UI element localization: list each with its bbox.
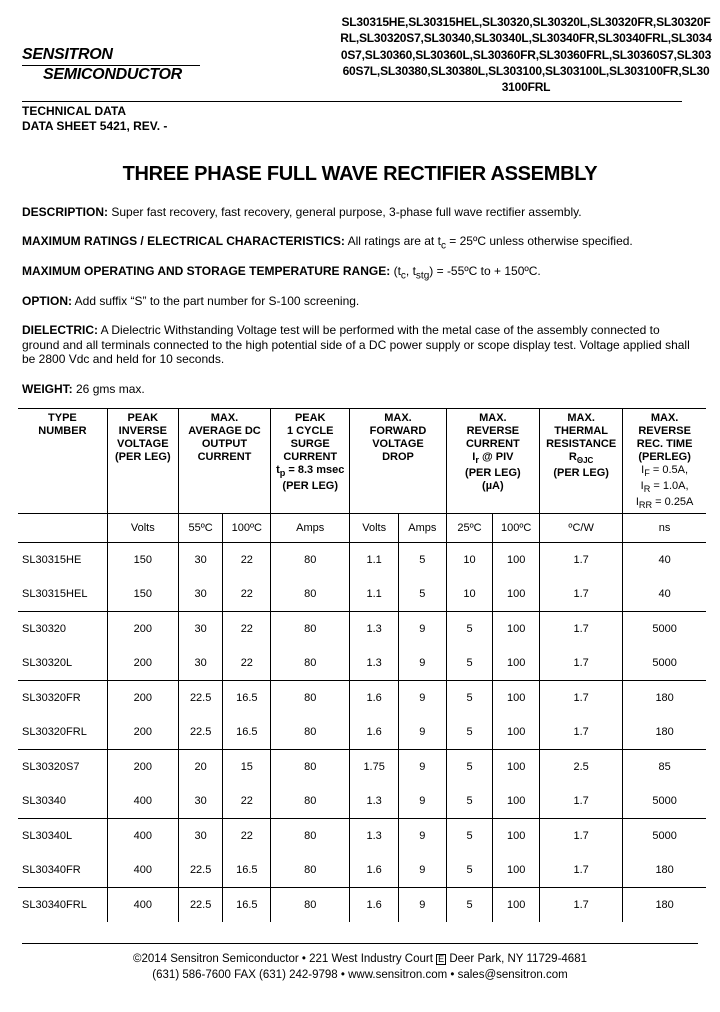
table-row	[18, 818, 706, 853]
value-cell: 400	[107, 887, 178, 922]
value-cell: 80	[271, 887, 350, 922]
value-cell: 80	[271, 853, 350, 888]
value-cell: 5000	[623, 784, 706, 819]
value-cell: 80	[271, 818, 350, 853]
value-cell: 180	[623, 715, 706, 750]
part-number-cell: SL30315HE	[22, 553, 82, 566]
value-cell: 5000	[623, 611, 706, 646]
value-cell: 85	[623, 749, 706, 784]
dielectric-paragraph: DIELECTRIC: A Dielectric Withstanding Voltage test will be performed with the metal case of the assembly connected to ground and all terminals connected to the high potential side of a DC power supply or scope display test. Voltage applied shall be 2800 Vdc and held for 10 seconds.	[22, 323, 690, 366]
table-row	[18, 749, 706, 784]
value-cell: 9	[399, 680, 447, 715]
footer-separator-glyph: E	[438, 954, 445, 964]
value-cell: 15	[223, 749, 271, 784]
value-cell: 5	[446, 715, 493, 750]
unit-cell: ns	[623, 513, 706, 542]
table-row	[18, 646, 706, 681]
value-cell: 10	[446, 542, 493, 577]
value-cell: 80	[271, 715, 350, 750]
header-average-dc-output-current: MAX. AVERAGE DC OUTPUT CURRENT	[178, 409, 270, 514]
temperature-range-label: MAXIMUM OPERATING AND STORAGE TEMPERATURE RANGE:	[22, 264, 391, 278]
value-cell: 30	[178, 646, 223, 681]
value-cell: 5	[446, 611, 493, 646]
company-name-line2: SEMICONDUCTOR	[43, 66, 182, 83]
value-cell: 400	[107, 784, 178, 819]
value-cell: 100	[493, 818, 540, 853]
value-cell: 40	[623, 577, 706, 612]
value-cell: 22	[223, 784, 271, 819]
value-cell: 16.5	[223, 680, 271, 715]
value-cell: 5	[399, 542, 447, 577]
value-cell: 1.7	[540, 646, 623, 681]
value-cell: 9	[399, 853, 447, 888]
unit-cell: Volts	[350, 513, 399, 542]
value-cell: 200	[107, 680, 178, 715]
dielectric-label: DIELECTRIC:	[22, 323, 98, 337]
unit-cell: Amps	[399, 513, 447, 542]
technical-data-label: TECHNICAL DATA	[22, 104, 126, 118]
value-cell: 5	[446, 784, 493, 819]
value-cell: 100	[493, 853, 540, 888]
technical-data-block	[22, 104, 167, 134]
value-cell: 80	[271, 784, 350, 819]
value-cell: 2.5	[540, 749, 623, 784]
value-cell: 100	[493, 749, 540, 784]
header-reverse-current: MAX. REVERSE CURRENT $I_r$ @ PIV (PER LEG) (µA)	[446, 409, 539, 514]
value-cell: 1.75	[350, 749, 399, 784]
table-row	[18, 611, 706, 646]
value-cell: 1.1	[350, 542, 399, 577]
table-row	[18, 577, 706, 612]
part-number-cell: SL30340L	[18, 818, 107, 853]
value-cell: 9	[399, 784, 447, 819]
value-cell: 5000	[623, 818, 706, 853]
part-number-cell: SL30340FRL	[18, 887, 107, 922]
unit-cell: 100ºC	[493, 513, 540, 542]
header-divider	[22, 101, 682, 102]
part-number-cell: SL30320L	[22, 656, 73, 669]
value-cell: 100	[493, 887, 540, 922]
value-cell: 22	[223, 646, 271, 681]
value-cell: 1.7	[540, 542, 623, 577]
value-cell: 1.7	[540, 784, 623, 819]
value-cell: 1.6	[350, 853, 399, 888]
value-cell: 180	[623, 680, 706, 715]
value-cell: 80	[271, 611, 350, 646]
value-cell: 16.5	[223, 853, 271, 888]
part-number-cell: SL30340	[22, 794, 67, 807]
value-cell: 100	[493, 715, 540, 750]
unit-cell: ºC/W	[540, 513, 623, 542]
header-thermal-resistance: MAX. THERMAL RESISTANCE $R_{\Theta JC}$ (PER LEG)	[540, 409, 623, 514]
part-number-cell: SL30320S7	[18, 749, 107, 784]
ratings-paragraph: MAXIMUM RATINGS / ELECTRICAL CHARACTERISTICS: All ratings are at $t_c$ = 25ºC unless otherwise specified.	[22, 234, 633, 252]
value-cell: 30	[178, 784, 223, 819]
value-cell: 1.7	[540, 680, 623, 715]
option-paragraph: OPTION: Add suffix “S” to the part number for S-100 screening.	[22, 294, 360, 308]
value-cell: 1.1	[350, 577, 399, 612]
value-cell: 100	[493, 542, 540, 577]
value-cell: 22	[223, 542, 271, 577]
value-cell: 200	[107, 715, 178, 750]
value-cell: 1.7	[540, 611, 623, 646]
table-body	[18, 542, 706, 922]
value-cell: 5	[399, 577, 447, 612]
value-cell: 1.7	[540, 887, 623, 922]
value-cell: 100	[493, 680, 540, 715]
footer-divider	[22, 943, 698, 944]
value-cell: 1.7	[540, 818, 623, 853]
part-number-cell: SL30320FRL	[22, 725, 87, 738]
table-row	[18, 887, 706, 922]
value-cell: 16.5	[223, 715, 271, 750]
value-cell: 400	[107, 818, 178, 853]
value-cell: 22.5	[178, 715, 223, 750]
value-cell: 1.3	[350, 611, 399, 646]
specifications-table	[18, 408, 706, 922]
value-cell: 80	[271, 542, 350, 577]
value-cell: 9	[399, 715, 447, 750]
unit-cell: Amps	[271, 513, 350, 542]
description-text: Super fast recovery, fast recovery, general purpose, 3-phase full wave rectifier assembly.	[108, 205, 582, 219]
value-cell: 20	[178, 749, 223, 784]
value-cell: 9	[399, 887, 447, 922]
company-name-line1: SENSITRON	[22, 46, 113, 63]
table-row	[18, 542, 706, 577]
ratings-label: MAXIMUM RATINGS / ELECTRICAL CHARACTERISTICS:	[22, 234, 345, 248]
value-cell: 22.5	[178, 680, 223, 715]
datasheet-revision: DATA SHEET 5421, REV. -	[22, 119, 168, 133]
weight-paragraph: WEIGHT: 26 gms max.	[22, 382, 145, 396]
value-cell: 1.3	[350, 818, 399, 853]
table-units-row	[18, 513, 706, 542]
footer-address: ©2014 Sensitron Semiconductor • 221 West Industry Court E Deer Park, NY 11729-4681	[132, 953, 587, 965]
part-number-cell: SL30340FR	[22, 863, 81, 876]
value-cell: 5	[446, 680, 493, 715]
value-cell: 80	[271, 646, 350, 681]
option-label: OPTION:	[22, 294, 72, 308]
weight-label: WEIGHT:	[22, 382, 73, 396]
value-cell: 80	[271, 577, 350, 612]
value-cell: 100	[493, 577, 540, 612]
value-cell: 100	[493, 784, 540, 819]
value-cell: 1.7	[540, 853, 623, 888]
value-cell: 22.5	[178, 853, 223, 888]
unit-cell: 25ºC	[446, 513, 493, 542]
value-cell: 200	[107, 611, 178, 646]
table-row	[18, 715, 706, 750]
value-cell: 150	[107, 577, 178, 612]
header-peak-inverse-voltage: PEAK INVERSE VOLTAGE (PER LEG)	[107, 409, 178, 514]
header-forward-voltage-drop: MAX. FORWARD VOLTAGE DROP	[350, 409, 446, 514]
header-type-number: TYPE NUMBER	[18, 409, 107, 514]
value-cell: 16.5	[223, 887, 271, 922]
value-cell: 9	[399, 611, 447, 646]
value-cell: 22.5	[178, 887, 223, 922]
value-cell: 180	[623, 853, 706, 888]
part-number-cell: SL30320	[18, 611, 107, 646]
value-cell: 200	[107, 646, 178, 681]
value-cell: 30	[178, 577, 223, 612]
value-cell: 30	[178, 818, 223, 853]
value-cell: 180	[623, 887, 706, 922]
value-cell: 9	[399, 749, 447, 784]
value-cell: 5000	[623, 646, 706, 681]
value-cell: 1.3	[350, 784, 399, 819]
description-paragraph	[22, 205, 698, 220]
header-surge-current: PEAK 1 CYCLE SURGE CURRENT $t_p = 8.3$ msec (PER LEG)	[271, 409, 350, 514]
value-cell: 1.6	[350, 715, 399, 750]
value-cell: 30	[178, 542, 223, 577]
value-cell: 80	[271, 749, 350, 784]
part-number-cell: SL30315HEL	[22, 587, 88, 600]
footer-contact: (631) 586-7600 FAX (631) 242-9798 • www.sensitron.com • sales@sensitron.com	[152, 969, 568, 981]
table-row	[18, 853, 706, 888]
value-cell: 100	[493, 646, 540, 681]
value-cell: 5	[446, 853, 493, 888]
value-cell: 22	[223, 818, 271, 853]
temperature-range-paragraph: MAXIMUM OPERATING AND STORAGE TEMPERATURE RANGE: ($t_c$, $t_{stg}$) = -55ºC to + 150ºC.	[22, 264, 541, 282]
part-number-list: SL30315HE,SL30315HEL,SL30320,SL30320L,SL30320FR,SL30320FRL,SL30320S7,SL30340,SL30340L,SL30340FR,SL30340FRL,SL30340S7,SL30360,SL30360L,SL30360FR,SL30360FRL,SL30360S7,SL30360S7L,SL30380,SL30380L,SL303100,SL303100L,SL303100FR,SL303100FRL	[340, 15, 712, 95]
document-title: THREE PHASE FULL WAVE RECTIFIER ASSEMBLY	[122, 163, 598, 185]
value-cell: 5	[446, 887, 493, 922]
value-cell: 22	[223, 611, 271, 646]
value-cell: 1.7	[540, 577, 623, 612]
value-cell: 5	[446, 818, 493, 853]
value-cell: 1.6	[350, 680, 399, 715]
value-cell: 400	[107, 853, 178, 888]
table-row	[18, 784, 706, 819]
value-cell: 1.6	[350, 887, 399, 922]
value-cell: 5	[446, 749, 493, 784]
value-cell: 9	[399, 818, 447, 853]
part-number-cell: SL30320FR	[18, 680, 107, 715]
value-cell: 22	[223, 577, 271, 612]
value-cell: 1.3	[350, 646, 399, 681]
table-row	[18, 680, 706, 715]
description-label: DESCRIPTION:	[22, 205, 109, 219]
header-reverse-recovery-time: MAX. REVERSE REC. TIME (PERLEG) $I_F = 0.5A$, $I_R = 1.0A$, $I_{RR} = 0.25A$	[623, 409, 706, 514]
value-cell: 100	[493, 611, 540, 646]
value-cell: 5	[446, 646, 493, 681]
value-cell: 80	[271, 680, 350, 715]
value-cell: 30	[178, 611, 223, 646]
value-cell: 150	[107, 542, 178, 577]
unit-cell: 100ºC	[223, 513, 271, 542]
value-cell: 9	[399, 646, 447, 681]
unit-cell: Volts	[107, 513, 178, 542]
value-cell: 10	[446, 577, 493, 612]
value-cell: 40	[623, 542, 706, 577]
value-cell: 200	[107, 749, 178, 784]
unit-cell: 55ºC	[178, 513, 223, 542]
table-header-row	[18, 409, 706, 514]
value-cell: 1.7	[540, 715, 623, 750]
